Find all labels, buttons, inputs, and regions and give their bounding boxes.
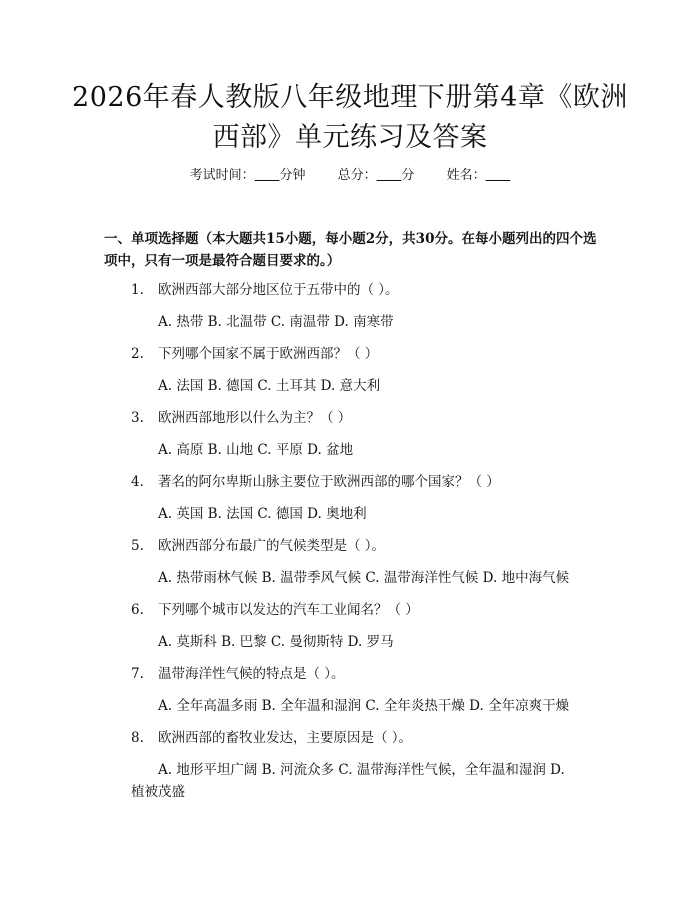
section-title: 一、单项选择题（本大题共15小题，每小题2分，共30分。在每小题列出的四个选项中，只有一项是最符合题目要求的。） [104,231,597,269]
question-stem [131,664,345,684]
question-options: A. 莫斯科 B. 巴黎 C. 曼彻斯特 D. 罗马 [158,634,394,650]
score-blank [377,168,402,183]
question-options: A. 全年高温多雨 B. 全年温和湿润 C. 全年炎热干燥 D. 全年凉爽干燥 [158,698,570,714]
question-options: A. 高原 B. 山地 C. 平原 D. 盆地 [158,442,354,458]
question-stem [131,728,412,748]
exam-meta [0,166,700,186]
question-options: A. 法国 B. 德国 C. 土耳其 D. 意大利 [158,378,381,394]
question-text: 欧洲西部分布最广的气候类型是（ ）。 [158,538,386,554]
question-stem [131,280,399,300]
question-text: 下列哪个城市以发达的汽车工业闻名？（ ） [158,602,419,618]
question-text: 下列哪个国家不属于欧洲西部？（ ） [158,346,379,362]
exam-name [447,168,511,183]
question-number: 1. [131,282,144,298]
question-stem [131,408,351,428]
page-title: 2026年春人教版八年级地理下册第4章《欧洲西部》单元练习及答案 [72,82,628,153]
name-blank [486,168,511,183]
question-options: A. 热带 B. 北温带 C. 南温带 D. 南寒带 [158,314,394,330]
question-stem [131,472,500,492]
question-text: 欧洲西部大部分地区位于五带中的（ ）。 [158,282,399,298]
question-number: 5. [131,538,144,554]
question-number: 3. [131,410,144,426]
question-stem [131,536,385,556]
name-label: 姓名： [446,168,486,183]
time-unit: 分钟 [279,168,306,183]
question-number: 6. [131,602,144,618]
question-number: 7. [131,666,144,682]
question-options [158,760,598,780]
score-label: 总分： [337,168,377,183]
question-number: 8. [131,730,144,746]
question-text: 著名的阿尔卑斯山脉主要位于欧洲西部的哪个国家？（ ） [158,474,500,490]
question-options: A. 热带雨林气候 B. 温带季风气候 C. 温带海洋性气候 D. 地中海气候 [158,570,570,586]
time-label: 考试时间： [189,168,255,183]
options-line-2: 植被茂盛 [131,784,185,800]
exam-time [190,168,306,183]
question-stem [131,344,378,364]
question-number: 4. [131,474,144,490]
question-options: A. 英国 B. 法国 C. 德国 D. 奥地利 [158,506,367,522]
question-stem [131,600,419,620]
question-text: 欧洲西部的畜牧业发达，主要原因是（ ）。 [158,730,413,746]
question-text: 欧洲西部地形以什么为主？（ ） [158,410,352,426]
options-line-1: A. 地形平坦广阔 B. 河流众多 C. 温带海洋性气候，全年温和湿润 D. [158,762,565,778]
question-number: 2. [131,346,144,362]
score-unit: 分 [401,168,415,183]
exam-score [338,168,415,183]
question-text: 温带海洋性气候的特点是（ ）。 [158,666,345,682]
time-blank [255,168,280,183]
